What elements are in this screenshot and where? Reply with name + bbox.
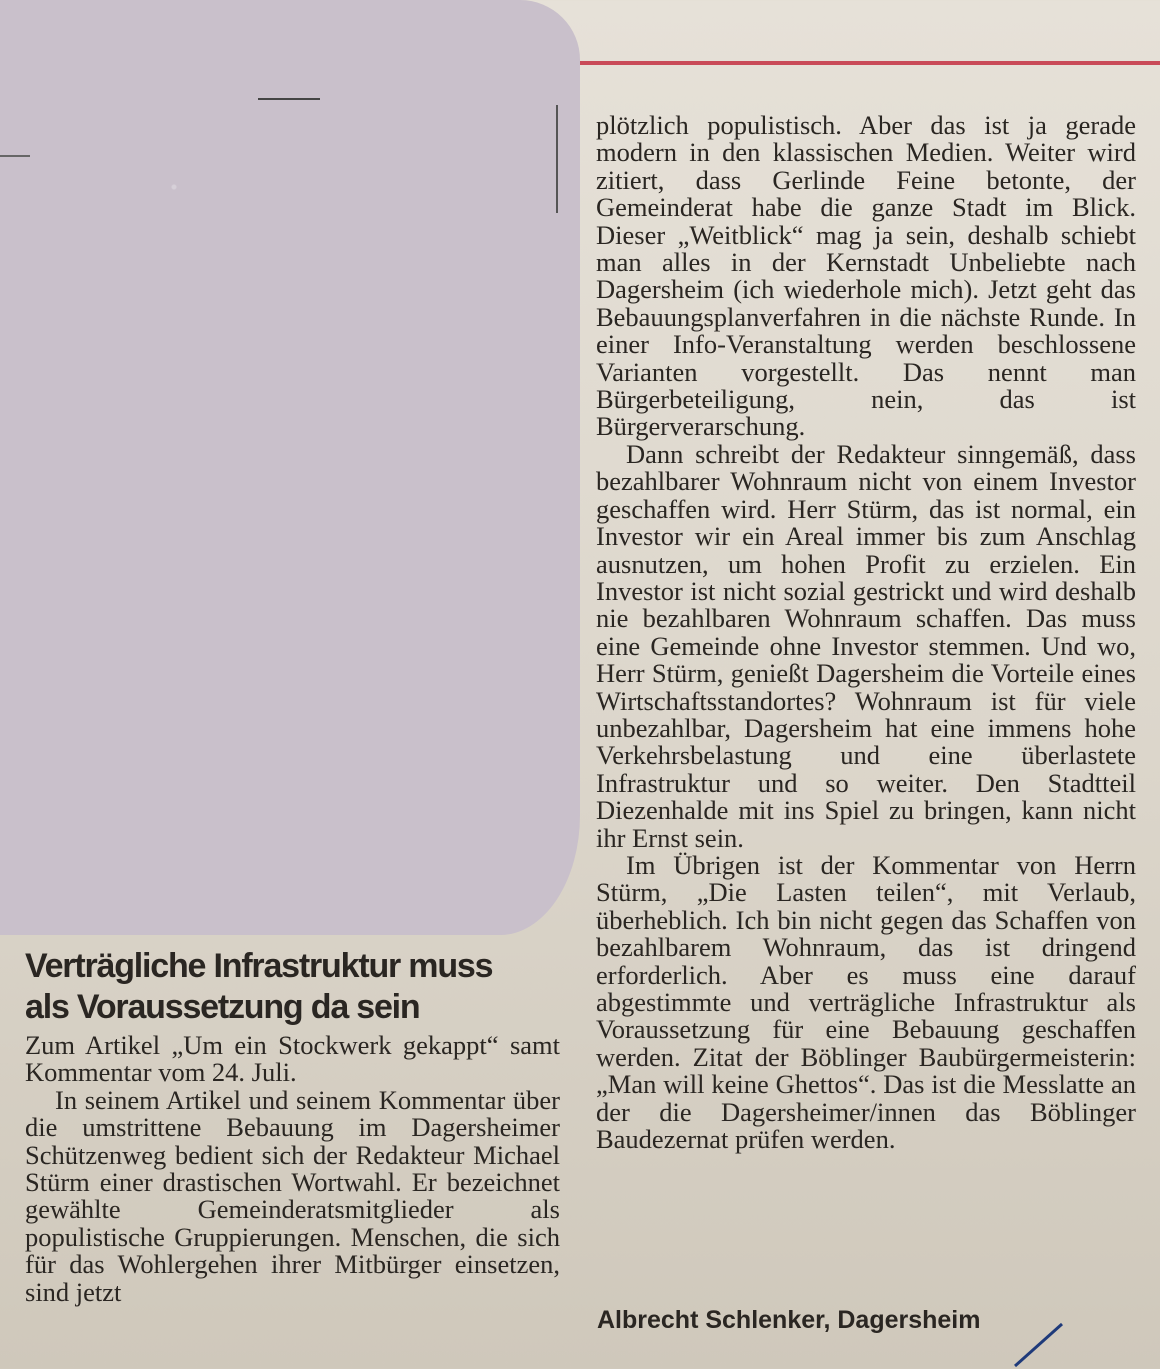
left-column xyxy=(25,1032,560,1306)
right-column xyxy=(596,112,1136,1153)
paragraph-3: Im Übrigen ist der Kommentar von Herrn Stürm, „Die Lasten teilen“, mit Verlaub, überheblich. Ich bin nicht gegen das Schaffen von bezahlbarem Wohnraum, das ist dringend erforderlich. Aber es muss eine darauf abgestimmte und verträgliche Infrastruktur als Voraussetzung für eine Bebauung geschaffen werden. Zitat der Böblinger Baubürgermeisterin: „Man will keine Ghettos“. Das ist die Messlatte an der die Dagersheimer/innen das Böblinger Baudezernat prüfen werden. xyxy=(596,849,1136,1155)
headline-line-1: Verträgliche Infrastruktur muss xyxy=(25,947,493,985)
paragraph-1: plötzlich populistisch. Aber das ist ja gerade modern in den klassischen Medien. Weiter wird zitiert, dass Gerlinde Feine betonte, der Gemeinderat habe die ganze Stadt im Blick. Dieser „Weitblick“ mag ja sein, deshalb schiebt man alles in der Kernstadt Unbeliebte nach Dagersheim (ich wiederhole mich). Jetzt geht das Bebauungsplanverfahren in die nächste Runde. In einer Info-Veranstaltung werden beschlossene Varianten vorgestellt. Das nennt man Bürgerbeteiligung, nein, das ist Bürgerverarschung. xyxy=(596,110,1136,442)
vertical-rule xyxy=(556,105,558,213)
article-headline xyxy=(25,946,585,1028)
redacted-area xyxy=(0,0,580,935)
article-reference: Zum Artikel „Um ein Stockwerk gekappt“ samt Kommentar vom 24. Juli. xyxy=(25,1030,560,1088)
paragraph-2: Dann schreibt der Redakteur sinngemäß, dass bezahlbarer Wohnraum nicht von einem Investor geschaffen wird. Herr Stürm, das ist normal, ein Investor wir ein Areal immer bis zum Anschlag ausnutzen, um hohen Profit zu erzielen. Ein Investor ist nicht sozial gestrickt und wird deshalb nie bezahlbaren Wohnraum schaffen. Das muss eine Gemeinde ohne Investor stemmen. Und wo, Herr Stürm, genießt Dagersheim die Vorteile eines Wirtschaftsstandortes? Wohnraum ist für viele unbezahlbar, Dagersheim hat eine immens hohe Verkehrsbelastung und eine überlastete Infrastruktur und so weiter. Den Stadtteil Diezenhalde mit ins Spiel zu bringen, kann nicht ihr Ernst sein. xyxy=(596,438,1136,853)
column-rule xyxy=(258,98,320,100)
column-rule-left xyxy=(0,155,30,157)
author-signature: Albrecht Schlenker, Dagersheim xyxy=(597,1306,981,1334)
paragraph-left: In seinem Artikel und seinem Kommentar über die umstrittene Bebauung im Dagersheimer Schützenweg bedient sich der Redakteur Michael Stürm einer drastischen Wortwahl. Er bezeichnet gewählte Gemeinderatsmitglieder als populistische Gruppierungen. Menschen, die sich für das Wohlergehen ihrer Mitbürger einsetzen, sind jetzt xyxy=(25,1084,560,1307)
pen-mark-icon xyxy=(1010,1318,1070,1368)
headline-line-2: als Voraussetzung da sein xyxy=(25,988,420,1026)
